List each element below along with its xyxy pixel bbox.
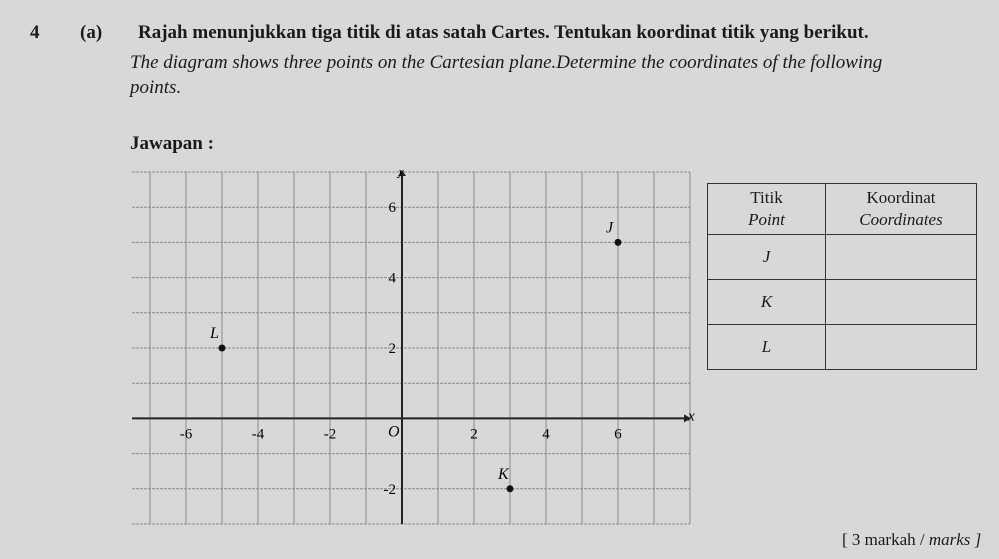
header-point-malay: Titik	[750, 188, 783, 207]
header-point	[708, 184, 826, 235]
answer-table-header	[708, 184, 977, 235]
y-axis-label: y	[398, 170, 405, 179]
x-tick-label: -2	[323, 426, 337, 443]
marks-label	[842, 530, 981, 550]
cartesian-plane-svg	[130, 170, 700, 530]
row-point-k: K	[708, 280, 826, 325]
cartesian-graph	[130, 170, 700, 535]
row-point-j: J	[708, 235, 826, 280]
x-tick-label: 4	[542, 426, 550, 443]
point-label-k: K	[498, 465, 509, 483]
answer-table	[707, 183, 977, 370]
row-point-l: L	[708, 325, 826, 370]
y-tick-label: 2	[388, 341, 396, 357]
header-point-english: Point	[748, 210, 785, 229]
x-tick-label: 2	[470, 426, 478, 443]
row-coordinate-l[interactable]	[826, 325, 977, 370]
marks-malay: [ 3 markah /	[842, 530, 925, 549]
x-tick-label: 6	[614, 426, 622, 443]
header-coordinates-english: Coordinates	[859, 210, 943, 229]
point-l	[219, 345, 226, 352]
point-label-l: L	[210, 325, 219, 342]
plotted-points	[209, 219, 622, 492]
y-tick-label: 6	[388, 200, 396, 217]
question-number: 4	[30, 22, 40, 43]
answer-label: Jawapan :	[130, 133, 214, 154]
x-axis-label: x	[688, 408, 695, 425]
table-row	[708, 325, 977, 370]
origin-label: O	[388, 423, 400, 441]
y-tick-label: -2	[383, 481, 396, 498]
y-tick-label: 4	[388, 270, 396, 287]
point-k	[507, 485, 514, 492]
header-coordinates	[826, 184, 977, 235]
x-tick-label: -6	[179, 426, 193, 443]
point-j	[615, 239, 622, 246]
row-coordinate-k[interactable]	[826, 280, 977, 325]
table-row	[708, 280, 977, 325]
header-coordinates-malay: Koordinat	[866, 188, 936, 207]
question-text-malay: Rajah menunjukkan tiga titik di atas satah Cartes. Tentukan koordinat titik yang berikut.	[138, 22, 869, 43]
question-part: (a)	[80, 22, 103, 43]
table-row	[708, 235, 977, 280]
marks-english: marks ]	[928, 530, 982, 549]
point-label-j: J	[606, 219, 614, 237]
row-coordinate-j[interactable]	[826, 235, 977, 280]
x-tick-label: -4	[251, 426, 265, 443]
question-text-english: The diagram shows three points on the Cartesian plane.Determine the coordinates of the following points.	[130, 52, 883, 98]
